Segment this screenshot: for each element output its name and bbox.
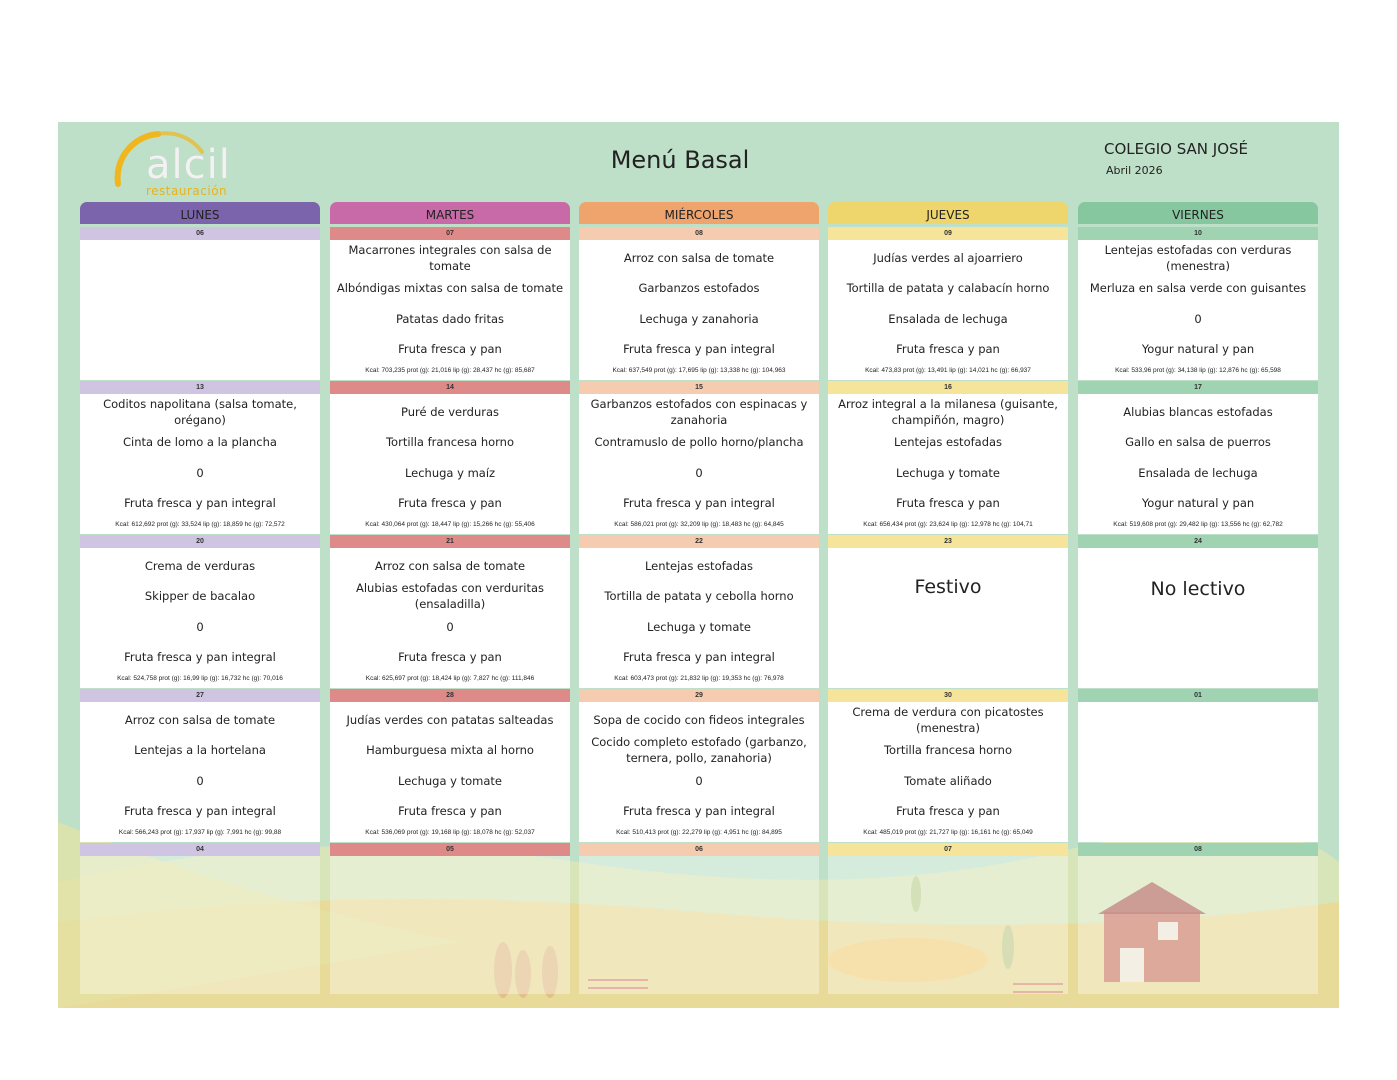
- nutrition-info: Kcal: 524,758 prot (g): 16,99 lip (g): 16,732 hc (g): 70,016: [117, 675, 283, 682]
- school-name: COLEGIO SAN JOSÉ: [1104, 140, 1249, 158]
- date-number: 13: [80, 381, 320, 394]
- dish-item: Tomate aliñado: [904, 774, 992, 788]
- day-cell: [80, 535, 320, 688]
- day-cell: [579, 689, 819, 842]
- day-cell: [828, 227, 1068, 380]
- day-cell: [330, 843, 570, 994]
- date-number: 28: [330, 689, 570, 702]
- day-cell: [579, 843, 819, 994]
- day-cell: [330, 227, 570, 380]
- dish-item: 0: [196, 774, 204, 788]
- day-cell: [579, 381, 819, 534]
- cell-content: [330, 240, 570, 380]
- page-title: Menú Basal: [610, 146, 750, 174]
- dish-item: Skipper de bacalao: [144, 589, 256, 603]
- dish-item: 0: [446, 620, 454, 634]
- date-number: 08: [579, 227, 819, 240]
- day-cell: [828, 381, 1068, 534]
- date-number: 14: [330, 381, 570, 394]
- date-number: 15: [579, 381, 819, 394]
- date-number: 07: [828, 843, 1068, 856]
- dish-item: Tortilla de patata y cebolla horno: [604, 589, 794, 603]
- cell-content: [330, 394, 570, 534]
- special-day-label: No lectivo: [1150, 578, 1246, 600]
- dish-item: 0: [1194, 312, 1202, 326]
- cell-content: [330, 702, 570, 842]
- nutrition-info: Kcal: 625,697 prot (g): 18,424 lip (g): 7,827 hc (g): 111,846: [365, 675, 535, 682]
- date-number: 17: [1078, 381, 1318, 394]
- dish-item: 0: [196, 466, 204, 480]
- nutrition-info: Kcal: 510,413 prot (g): 22,279 lip (g): 4,951 hc (g): 84,895: [616, 829, 782, 836]
- day-header-viernes: VIERNES: [1078, 202, 1318, 224]
- dish-item: Cinta de lomo a la plancha: [123, 435, 277, 449]
- day-cell: [579, 227, 819, 380]
- date-number: 01: [1078, 689, 1318, 702]
- day-cell: [1078, 689, 1318, 842]
- dish-item: Fruta fresca y pan integral: [623, 650, 775, 664]
- cell-content: [80, 394, 320, 534]
- nutrition-info: Kcal: 586,021 prot (g): 32,209 lip (g): 18,483 hc (g): 64,845: [614, 521, 784, 528]
- logo-subtext: restauración: [146, 184, 228, 198]
- nutrition-info: Kcal: 603,473 prot (g): 21,832 lip (g): 19,353 hc (g): 76,978: [614, 675, 784, 682]
- dish-item: Fruta fresca y pan: [896, 496, 1000, 510]
- dish-item: Lechuga y tomate: [646, 620, 752, 634]
- date-number: 10: [1078, 227, 1318, 240]
- logo-wordmark: alcil: [146, 142, 231, 188]
- dish-item: Tortilla de patata y calabacín horno: [846, 281, 1050, 295]
- day-cell: [1078, 535, 1318, 688]
- dish-item: Yogur natural y pan: [1141, 342, 1255, 356]
- nutrition-info: Kcal: 637,549 prot (g): 17,695 lip (g): 13,338 hc (g): 104,963: [612, 367, 786, 374]
- date-number: 30: [828, 689, 1068, 702]
- special-day-label: Festivo: [914, 576, 982, 598]
- date-number: 20: [80, 535, 320, 548]
- dish-item: Puré de verduras: [400, 405, 500, 419]
- dish-item: 0: [695, 466, 703, 480]
- cell-content: [579, 240, 819, 380]
- cell-content: [80, 240, 320, 380]
- day-cell: [80, 689, 320, 842]
- dish-item: Patatas dado fritas: [395, 312, 505, 326]
- dish-item: Cocido completo estofado (garbanzo, ternera, pollo, zanahoria): [591, 735, 807, 765]
- day-cell: [80, 381, 320, 534]
- day-cell: [330, 689, 570, 842]
- dish-item: Fruta fresca y pan: [398, 804, 502, 818]
- dish-item: Arroz con salsa de tomate: [374, 559, 526, 573]
- dish-item: Fruta fresca y pan: [398, 650, 502, 664]
- cell-content: [828, 856, 1068, 994]
- day-cell: [330, 535, 570, 688]
- dish-item: Macarrones integrales con salsa de tomate: [348, 243, 552, 273]
- cell-content: [1078, 240, 1318, 380]
- date-number: 05: [330, 843, 570, 856]
- day-header-martes: MARTES: [330, 202, 570, 224]
- dish-item: Hamburguesa mixta al horno: [366, 743, 534, 757]
- dish-item: Alubias estofadas con verduritas (ensaladilla): [355, 581, 544, 611]
- cell-content: [1078, 702, 1318, 842]
- cell-content: [330, 856, 570, 994]
- day-cell: [828, 843, 1068, 994]
- day-cell: [828, 535, 1068, 688]
- dish-item: Ensalada de lechuga: [888, 312, 1008, 326]
- dish-item: Alubias blancas estofadas: [1123, 405, 1273, 419]
- date-number: 06: [80, 227, 320, 240]
- cell-content: [828, 240, 1068, 380]
- nutrition-info: Kcal: 485,019 prot (g): 21,727 lip (g): 16,161 hc (g): 65,049: [863, 829, 1033, 836]
- date-number: 29: [579, 689, 819, 702]
- cell-content: [80, 856, 320, 994]
- cell-content: [828, 394, 1068, 534]
- nutrition-info: Kcal: 473,83 prot (g): 13,491 lip (g): 14,021 hc (g): 66,937: [865, 367, 1031, 374]
- dish-item: Judías verdes con patatas salteadas: [346, 713, 554, 727]
- cell-content: [1078, 856, 1318, 994]
- cell-content: [1078, 548, 1318, 688]
- day-column-miercoles: [579, 202, 819, 224]
- dish-item: Fruta fresca y pan integral: [124, 496, 276, 510]
- date-number: 22: [579, 535, 819, 548]
- dish-item: Sopa de cocido con fideos integrales: [593, 713, 805, 727]
- nutrition-info: Kcal: 703,235 prot (g): 21,016 lip (g): 28,437 hc (g): 85,687: [365, 367, 535, 374]
- dish-item: Contramuslo de pollo horno/plancha: [594, 435, 804, 449]
- dish-item: Garbanzos estofados con espinacas y zanahoria: [590, 397, 808, 427]
- dish-item: Fruta fresca y pan integral: [623, 496, 775, 510]
- date-number: 23: [828, 535, 1068, 548]
- cell-content: [80, 548, 320, 688]
- dish-item: Judías verdes al ajoarriero: [873, 251, 1023, 265]
- dish-item: Fruta fresca y pan integral: [124, 650, 276, 664]
- dish-item: Arroz con salsa de tomate: [124, 713, 276, 727]
- day-cell: [80, 843, 320, 994]
- cell-content: [579, 856, 819, 994]
- cell-content: [579, 394, 819, 534]
- nutrition-info: Kcal: 533,96 prot (g): 34,138 lip (g): 12,876 hc (g): 65,598: [1115, 367, 1281, 374]
- day-header-jueves: JUEVES: [828, 202, 1068, 224]
- dish-item: Lechuga y zanahoria: [639, 312, 759, 326]
- dish-item: Lentejas estofadas: [893, 435, 1003, 449]
- nutrition-info: Kcal: 536,069 prot (g): 19,168 lip (g): 18,078 hc (g): 52,037: [365, 829, 535, 836]
- day-cell: [1078, 843, 1318, 994]
- cell-content: [579, 548, 819, 688]
- cell-content: [828, 702, 1068, 842]
- dish-item: Ensalada de lechuga: [1138, 466, 1258, 480]
- cell-content: [330, 548, 570, 688]
- dish-item: Arroz integral a la milanesa (guisante, champiñón, magro): [838, 397, 1058, 427]
- day-cell: [330, 381, 570, 534]
- dish-item: Crema de verduras: [144, 559, 256, 573]
- day-column-jueves: [828, 202, 1068, 224]
- dish-item: Lechuga y maíz: [404, 466, 496, 480]
- dish-item: Tortilla francesa horno: [385, 435, 514, 449]
- dish-item: Fruta fresca y pan integral: [623, 804, 775, 818]
- day-cell: [1078, 381, 1318, 534]
- nutrition-info: Kcal: 566,243 prot (g): 17,937 lip (g): 7,991 hc (g): 99,88: [118, 829, 282, 836]
- cell-content: [1078, 394, 1318, 534]
- day-column-martes: [330, 202, 570, 224]
- date-number: 16: [828, 381, 1068, 394]
- cell-content: [80, 702, 320, 842]
- day-column-lunes: [80, 202, 320, 224]
- date-number: 08: [1078, 843, 1318, 856]
- dish-item: Fruta fresca y pan: [896, 804, 1000, 818]
- dish-item: Crema de verdura con picatostes (menestra): [852, 705, 1044, 735]
- nutrition-info: Kcal: 656,434 prot (g): 23,624 lip (g): 12,978 hc (g): 104,71: [863, 521, 1033, 528]
- nutrition-info: Kcal: 430,064 prot (g): 18,447 lip (g): 15,266 hc (g): 55,406: [365, 521, 535, 528]
- dish-item: 0: [196, 620, 204, 634]
- dish-item: Tortilla francesa horno: [883, 743, 1012, 757]
- dish-item: Fruta fresca y pan: [896, 342, 1000, 356]
- dish-item: Coditos napolitana (salsa tomate, orégano): [103, 397, 297, 427]
- dish-item: Albóndigas mixtas con salsa de tomate: [336, 281, 564, 295]
- nutrition-info: Kcal: 612,692 prot (g): 33,524 lip (g): 18,859 hc (g): 72,572: [115, 521, 285, 528]
- dish-item: Merluza en salsa verde con guisantes: [1089, 281, 1307, 295]
- day-cell: [579, 535, 819, 688]
- day-header-miercoles: MIÉRCOLES: [579, 202, 819, 224]
- day-header-lunes: LUNES: [80, 202, 320, 224]
- dish-item: Fruta fresca y pan: [398, 496, 502, 510]
- date-number: 24: [1078, 535, 1318, 548]
- date-number: 27: [80, 689, 320, 702]
- dish-item: Lentejas a la hortelana: [134, 743, 266, 757]
- dish-item: Yogur natural y pan: [1141, 496, 1255, 510]
- dish-item: Garbanzos estofados: [638, 281, 760, 295]
- day-cell: [1078, 227, 1318, 380]
- date-number: 04: [80, 843, 320, 856]
- dish-item: Arroz con salsa de tomate: [623, 251, 775, 265]
- menu-period: Abril 2026: [1106, 164, 1163, 177]
- date-number: 09: [828, 227, 1068, 240]
- dish-item: Lechuga y tomate: [397, 774, 503, 788]
- dish-item: Fruta fresca y pan integral: [623, 342, 775, 356]
- day-column-viernes: [1078, 202, 1318, 224]
- dish-item: Lechuga y tomate: [895, 466, 1001, 480]
- dish-item: Lentejas estofadas con verduras (menestra): [1104, 243, 1292, 273]
- day-cell: [828, 689, 1068, 842]
- cell-content: [579, 702, 819, 842]
- dish-item: Lentejas estofadas: [644, 559, 754, 573]
- cell-content: [828, 548, 1068, 688]
- dish-item: Fruta fresca y pan integral: [124, 804, 276, 818]
- date-number: 21: [330, 535, 570, 548]
- dish-item: Gallo en salsa de puerros: [1125, 435, 1271, 449]
- date-number: 06: [579, 843, 819, 856]
- day-cell: [80, 227, 320, 380]
- nutrition-info: Kcal: 519,608 prot (g): 29,482 lip (g): 13,556 hc (g): 62,782: [1113, 521, 1283, 528]
- date-number: 07: [330, 227, 570, 240]
- dish-item: Fruta fresca y pan: [398, 342, 502, 356]
- dish-item: 0: [695, 774, 703, 788]
